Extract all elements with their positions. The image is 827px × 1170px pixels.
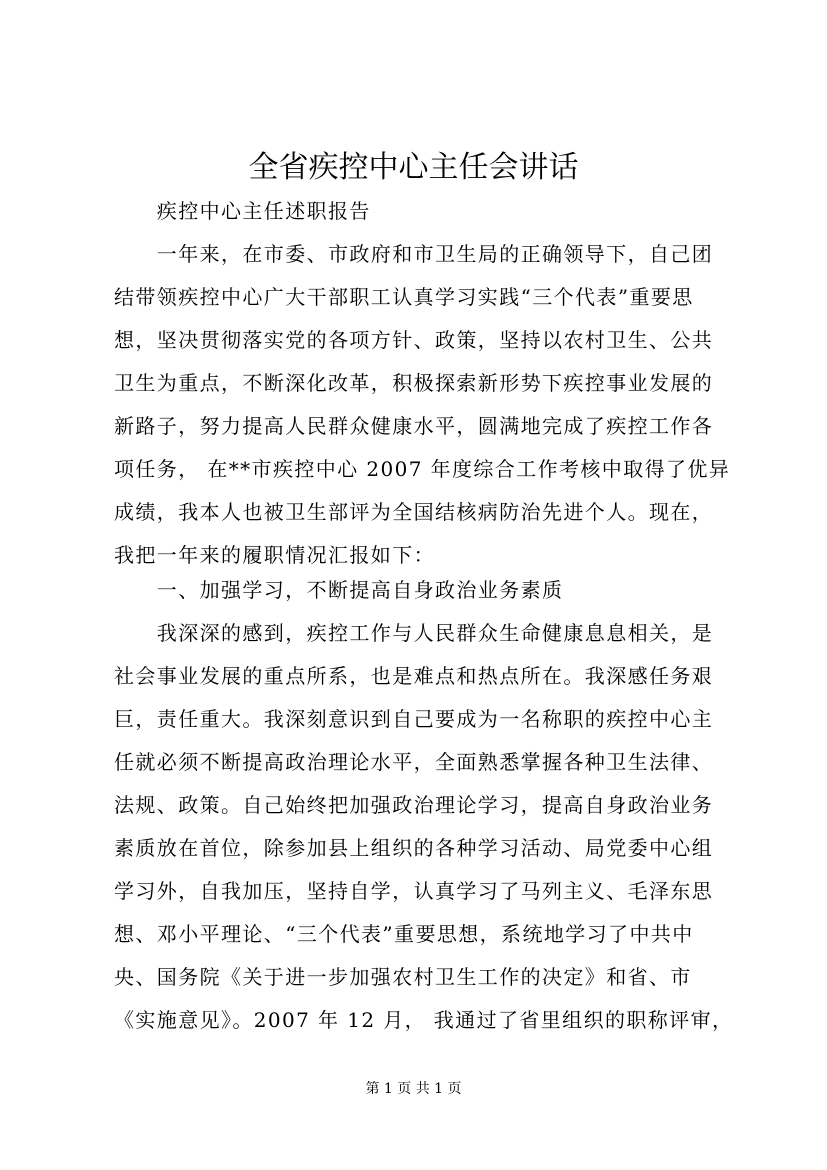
page-number-footer: 第 1 页 共 1 页 <box>365 1081 462 1097</box>
body-line: 学习外，自我加压，坚持自学，认真学习了马列主义、毛泽东思 <box>114 879 714 903</box>
body-line: 新路子，努力提高人民群众健康水平，圆满地完成了疾控工作各 <box>114 414 714 438</box>
body-line: 我把一年来的履职情况汇报如下： <box>114 543 435 567</box>
body-line: 社会事业发展的重点所系，也是难点和热点所在。我深感任务艰 <box>114 664 714 688</box>
body-line: 素质放在首位，除参加县上组织的各种学习活动、局党委中心组 <box>114 836 714 860</box>
body-line: 《实施意见》。2007 年 12 月， 我通过了省里组织的职称评审， <box>114 1008 734 1032</box>
body-line: 成绩，我本人也被卫生部评为全国结核病防治先进个人。现在， <box>114 500 714 524</box>
body-line: 项任务， 在**市疾控中心 2007 年度综合工作考核中取得了优异 <box>114 457 731 481</box>
body-line: 一年来，在市委、市政府和市卫生局的正确领导下，自己团 <box>114 242 714 266</box>
body-line: 卫生为重点，不断深化改革，积极探索新形势下疾控事业发展的 <box>114 371 714 395</box>
body-line: 想、邓小平理论、“三个代表”重要思想，系统地学习了中共中 <box>114 922 694 946</box>
document-title: 全省疾控中心主任会讲话 <box>248 150 579 185</box>
body-line: 想，坚决贯彻落实党的各项方针、政策，坚持以农村卫生、公共 <box>114 328 714 352</box>
body-line: 结带领疾控中心广大干部职工认真学习实践“三个代表”重要思 <box>114 285 694 309</box>
section-heading: 一、加强学习，不断提高自身政治业务素质 <box>114 578 564 602</box>
body-line: 巨，责任重大。我深刻意识到自己要成为一名称职的疾控中心主 <box>114 707 714 731</box>
body-line: 央、国务院《关于进一步加强农村卫生工作的决定》和省、市 <box>114 965 692 989</box>
body-line: 我深深的感到，疾控工作与人民群众生命健康息息相关，是 <box>114 621 714 645</box>
body-line: 任就必须不断提高政治理论水平，全面熟悉掌握各种卫生法律、 <box>114 750 714 774</box>
body-line: 法规、政策。自己始终把加强政治理论学习，提高自身政治业务 <box>114 793 714 817</box>
body-line: 疾控中心主任述职报告 <box>114 199 371 223</box>
